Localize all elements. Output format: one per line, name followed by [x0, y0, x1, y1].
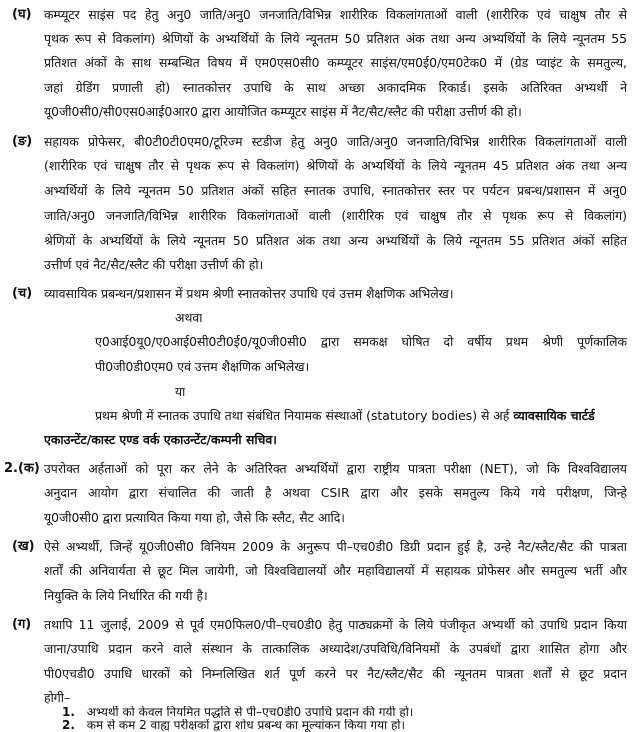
list-item-text: कम से कम 2 वाह्य परीक्षकों द्वारा शोध प्रबन्ध का मूल्यांकन किया गया हो।: [86, 719, 406, 732]
paragraph-line: होगी–: [44, 690, 71, 705]
section-label: (ङ): [12, 134, 33, 149]
bold-text: व्यावसायिक चार्टर्ड: [513, 408, 595, 423]
paragraph-line: शर्तों की अनिवार्यता से छूट मिल जायेगी, जो विश्वविद्यालयों और महाविद्यालयों में सहायक प्रोफेसर और समतुल्य भर्ती और: [44, 563, 627, 578]
paragraph-line: ए0आई0यू0/ए0आई0सी0टी0ई0/यू0जी0सी0 द्वारा समकक्ष घोषित दो वर्षीय प्रथम श्रेणी पूर्णकालिक: [95, 334, 627, 349]
section-label: 2.(क): [4, 461, 40, 476]
paragraph-line: श्रेणियों के अभ्यर्थियों के लिये न्यूनतम 50 प्रतिशत अंक तथा अन्य अभ्यर्थियों के लिये न्यूनतम 55 प्रतिशत अंकों सहित: [44, 233, 627, 248]
paragraph-line: जाना/उपाधि प्रदान करने वाले संस्थान के तात्कालिक अध्यादेश/उपविधि/विनियमों के उपबंधों द्वारा शासित होगा और: [44, 641, 627, 656]
line-text: प्रथम श्रेणी में स्नातक उपाधि तथा संबंधित नियामक संस्थाओं (statutory bodies) से अर्ह: [95, 408, 510, 423]
list-item-text: अभ्यर्थी को केवल नियमित पद्धति से पी–एच0डी0 उपाधि प्रदान की गयी हो।: [86, 706, 414, 719]
section-label: (घ): [12, 7, 32, 22]
paragraph-line: पृथक रूप से विकलांग) श्रेणियों के अभ्यर्थियों के लिये न्यूनतम 50 प्रतिशत अंक तथा अन्य अभ्यर्थियों के लिये न्यूनतम 55: [44, 31, 627, 46]
section-label: (च): [12, 286, 33, 301]
paragraph-line: तथापि 11 जुलाई, 2009 से पूर्व एम0फिल0/पी–एच0डी0 हेतु पाठ्यक्रमों के लिये पंजीकृत अभ्यर्थी को उपाधि प्रदान किया: [44, 617, 627, 632]
paragraph-line: यू0जी0सी0/सी0एस0आई0आर0 द्वारा आयोजित कम्प्यूटर साइंस में नैट/सैट/स्लैट की परीक्षा उत्तीर्ण की हो।: [44, 104, 522, 119]
bold-line: एकाउन्टेंट/कास्ट एण्ड वर्क एकाउन्टेंट/कम्पनी सचिव।: [44, 432, 277, 447]
or-separator: अथवा: [175, 310, 203, 325]
paragraph-line: [95, 405, 627, 426]
paragraph-line: पी0एचडी0 उपाधि धारकों को निम्नलिखित शर्त पूर्ण करने पर नैट/स्लैट/सैट की न्यूनतम पात्रता शर्तों से छूट प्रदान: [44, 666, 627, 681]
paragraph-line: जाति/अनु0 जनजाति/विभिन्न शारीरिक विकलांगताओं वाली (शारीरिक एवं चाक्षुष तौर से पृथक रूप से विकलांग): [44, 208, 627, 223]
paragraph-line: सहायक प्रोफेसर, बी0टी0टी0एम0/टूरिज्म स्टडीज हेतु अनु0 जाति/अनु0 जनजाति/विभिन्न शारीरिक विकलांगताओं वाली: [44, 134, 627, 149]
list-item-number: 1.: [62, 706, 75, 719]
paragraph-line: व्यावसायिक प्रबन्धन/प्रशासन में प्रथम श्रेणी स्नातकोत्तर उपाधि एवं उत्तम शैक्षणिक अभिलेख।: [44, 286, 454, 301]
paragraph-line: यू0जी0सी0 द्वारा प्रत्यायित किया गया हो, जैसे कि स्लैट, सैट आदि।: [44, 510, 346, 525]
paragraph-line: अभ्यर्थियों के लिये न्यूनतम 50 प्रतिशत अंकों सहित स्नातक उपाधि, स्नातकोत्तर स्तर पर पर्यटन प्रबन्ध/प्रशासन में अनु0: [44, 183, 627, 198]
paragraph-line: (शारीरिक एवं चाक्षुष तौर से पृथक रूप से विकलांग) श्रेणियों के अभ्यर्थियों के लिये न्यूनतम 45 प्रतिशत अंक तथा अन्य: [44, 158, 627, 173]
paragraph-line: कम्प्यूटर साइंस पद हेतु अनु0 जाति/अनु0 जनजाति/विभिन्न शारीरिक विकलांगताओं वाली (शारीरिक एवं चाक्षुष तौर से: [44, 7, 627, 22]
paragraph-line: प्रतिशत अंकों के साथ सम्बन्धित विषय में एम0एस0सी0 कम्प्यूटर साइंस/एम0ई0/एम0टेक0 में (ग्रेड प्वाइंट के समतुल्य,: [44, 55, 627, 70]
paragraph-line: उत्तीर्ण एवं नैट/सैट/स्लैट की परीक्षा उत्तीर्ण की हो।: [44, 257, 264, 272]
paragraph-line: अनुदान आयोग द्वारा संचालित की जाती है अथवा CSIR द्वारा और इसके समतुल्य किये गये परीक्षण, जिन्हे: [44, 485, 627, 500]
section-label: (ग): [12, 617, 32, 632]
paragraph-line: ऐसे अभ्यर्थी, जिन्हें यू0जी0सी0 विनियम 2009 के अनुरूप पी–एच0डी0 डिग्री प्रदान हुई है, उन्हे नैट/स्लैट/सैट की पात्रता: [44, 539, 627, 554]
paragraph-line: जहां ग्रेडिंग प्रणाली हो) स्नातकोत्तर उपाधि के साथ अच्छा अकादमिक रिकार्ड। इसके अतिरिक्त अभ्यर्थी ने: [44, 80, 627, 95]
section-label: (ख): [12, 539, 35, 554]
list-item-number: 2.: [62, 719, 75, 732]
paragraph-line: उपरोक्त अर्हताओं को पूरा कर लेने के अतिरिक्त अभ्यर्थियों द्वारा राष्ट्रीय पात्रता परीक्षा (NET), जो कि विश्वविद्यालय: [44, 461, 627, 476]
paragraph-line: पी0जी0डी0एम0 एवं उत्तम शैक्षणिक अभिलेख।: [95, 359, 310, 374]
or-separator: या: [175, 384, 186, 399]
paragraph-line: नियुक्ति के लिये निर्धारित की गयी है।: [44, 588, 208, 603]
